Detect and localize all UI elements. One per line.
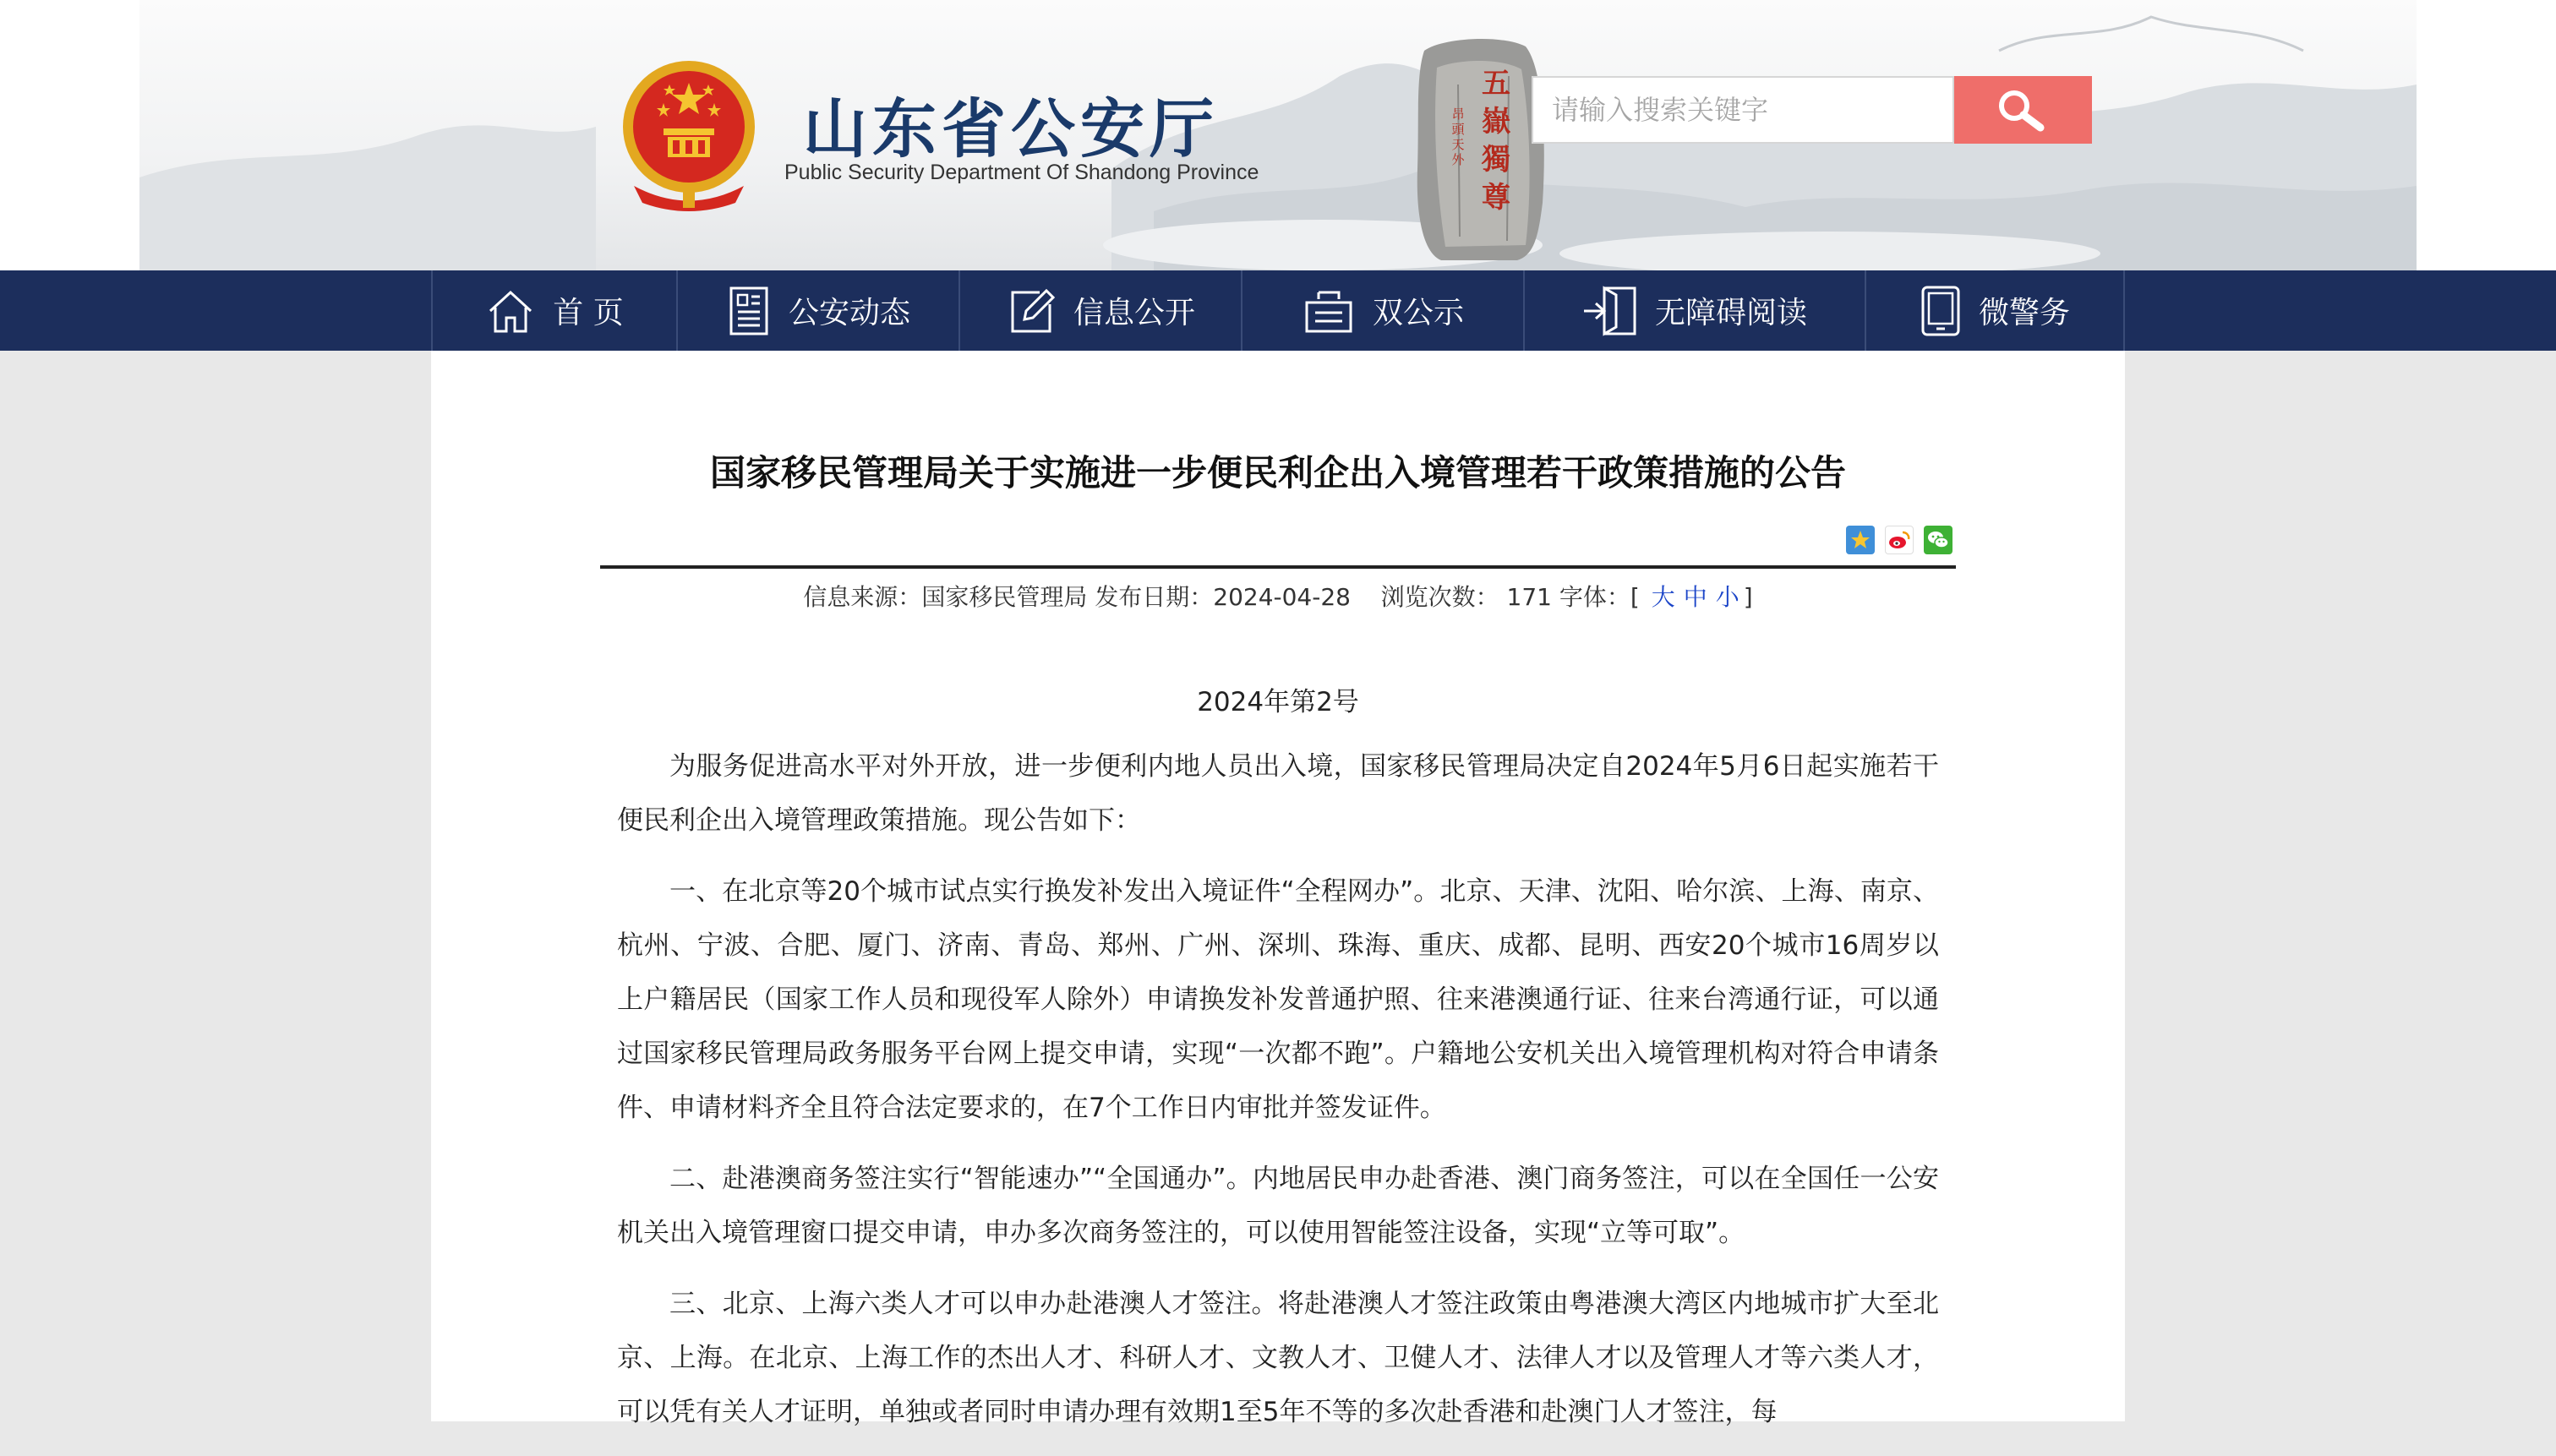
svg-text:尊: 尊 xyxy=(1482,181,1510,215)
article-paragraph: 为服务促进高水平对外开放，进一步便利内地人员出入境，国家移民管理局决定自2024年5月6日起实施若干便民利企出入境管理政策措施。现公告如下： xyxy=(617,751,1939,836)
home-icon xyxy=(485,286,536,336)
source-value: 国家移民管理局 xyxy=(921,583,1088,611)
nav-item-info-disclosure[interactable] xyxy=(958,270,1241,351)
svg-text:獨: 獨 xyxy=(1482,143,1510,177)
accessibility-icon xyxy=(1582,285,1638,337)
article-title: 国家移民管理局关于实施进一步便民利企出入境管理若干政策措施的公告 xyxy=(709,452,1846,494)
nav-item-label: 首 页 xyxy=(553,296,624,330)
news-icon xyxy=(726,285,772,337)
site-header xyxy=(0,0,2556,270)
nav-item-label: 公安动态 xyxy=(788,296,910,330)
article-paragraph: 二、赴港澳商务签注实行“智能速办”“全国通办”。内地居民申办赴香港、澳门商务签注，可以在全国任一公安机关出入境管理窗口提交申请，申办多次商务签注的，可以使用智能签注设备，实现“立等可取”。 xyxy=(617,1164,1939,1248)
nav-item-label: 微警务 xyxy=(1978,296,2070,330)
article-paragraph: 三、北京、上海六类人才可以申办赴港澳人才签注。将赴港澳人才签注政策由粤港澳大湾区内地城市扩大至北京、上海。在北京、上海工作的杰出人才、科研人才、文教人才、卫健人才、法律人才以及管理人才等六类人才，可以凭有关人才证明，单独或者同时申请办理有效期1至5年不等的多次赴香港和赴澳门人才签注，每 xyxy=(617,1289,1939,1427)
edit-icon xyxy=(1006,286,1057,336)
article-paragraph: 一、在北京等20个城市试点实行换发补发出入境证件“全程网办”。北京、天津、沈阳、哈尔滨、上海、南京、杭州、宁波、合肥、厦门、济南、青岛、郑州、广州、深圳、珠海、重庆、成都、昆明、西安20个城市16周岁以上户籍居民（国家工作人员和现役军人除外）申请换发补发普通护照、往来港澳通行证、往来台湾通行证，可以通过国家移民管理局政务服务平台网上提交申请，实现“一次都不跑”。户籍地公安机关出入境管理机构对符合申请条件、申请材料齐全且符合法定要求的，在7个工作日内审批并签发证件。 xyxy=(617,876,1939,1123)
svg-text:嶽: 嶽 xyxy=(1482,105,1510,139)
svg-text:昂: 昂 xyxy=(1451,106,1465,122)
nav-item-double-publicity[interactable] xyxy=(1241,270,1523,351)
svg-text:頭: 頭 xyxy=(1451,122,1465,137)
site-title: 山东省公安厅 xyxy=(803,91,1219,166)
article-body xyxy=(617,739,1939,1456)
nav-item-accessible-reading[interactable] xyxy=(1523,270,1865,351)
share-bar xyxy=(1836,526,1952,554)
title-divider xyxy=(600,565,1956,569)
taishan-rock-inscription xyxy=(1407,34,1551,262)
article-meta xyxy=(431,579,2125,613)
views-label: 浏览次数： xyxy=(1380,583,1499,611)
wechat-share-icon[interactable] xyxy=(1924,526,1952,554)
weibo-share-icon[interactable] xyxy=(1885,526,1914,554)
font-size-close: ] xyxy=(1743,583,1753,611)
document-number: 2024年第2号 xyxy=(1197,687,1359,717)
svg-text:天: 天 xyxy=(1451,137,1465,152)
nav-item-news[interactable] xyxy=(676,270,958,351)
nav-item-label: 双公示 xyxy=(1372,296,1464,330)
nav-item-label: 无障碍阅读 xyxy=(1654,296,1807,330)
search-icon xyxy=(1994,87,2053,133)
font-size-label: 字体：[ xyxy=(1559,583,1640,611)
main-nav xyxy=(0,270,2556,351)
qzone-share-icon[interactable] xyxy=(1846,526,1875,554)
font-size-large-link[interactable]: 大 xyxy=(1651,583,1675,611)
site-subtitle: Public Security Department Of Shandong Province xyxy=(784,161,1259,184)
font-size-small-link[interactable]: 小 xyxy=(1715,583,1740,611)
svg-text:外: 外 xyxy=(1451,152,1465,167)
article-container xyxy=(431,351,2125,1427)
nav-item-home[interactable] xyxy=(431,270,676,351)
svg-text:五: 五 xyxy=(1482,67,1510,101)
nav-item-micro-police[interactable] xyxy=(1865,270,2125,351)
view-count: 171 xyxy=(1506,583,1552,611)
national-emblem-icon xyxy=(617,59,761,211)
tray-icon xyxy=(1302,286,1356,336)
source-label: 信息来源： xyxy=(803,583,922,611)
nav-item-label: 信息公开 xyxy=(1073,296,1195,330)
publish-date: 2024-04-28 xyxy=(1213,583,1351,611)
mobile-icon xyxy=(1920,285,1962,337)
search-input[interactable] xyxy=(1532,76,1954,144)
font-size-medium-link[interactable]: 中 xyxy=(1683,583,1707,611)
search-button[interactable] xyxy=(1954,76,2092,144)
date-label: 发布日期： xyxy=(1095,583,1214,611)
